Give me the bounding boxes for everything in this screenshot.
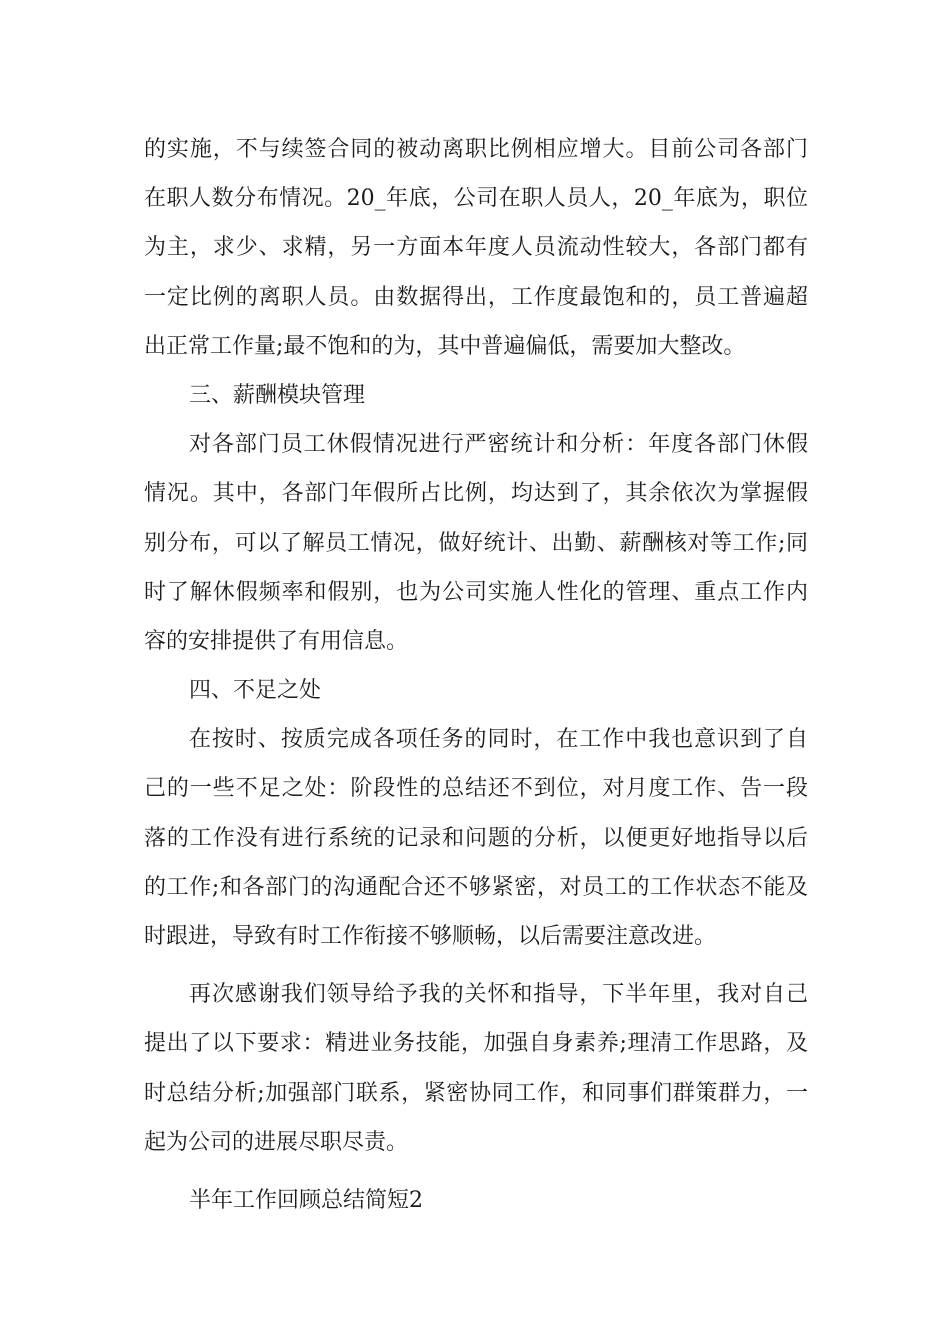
text-line: 别分布，可以了解员工情况，做好统计、出勤、薪酬核对等工作;同 [144,530,808,556]
document-body [144,125,808,1225]
text-line: 时跟进，导致有时工作衔接不够顺畅，以后需要注意改进。 [144,924,717,949]
text-line: 为主，求少、求精，另一方面本年度人员流动性较大，各部门都有 [144,235,808,261]
section-heading-salary: 三、薪酬模块管理 [189,382,366,408]
text-line: 落的工作没有进行系统的记录和问题的分析，以便更好地指导以后 [144,825,808,851]
text-line: 时了解休假频率和假别，也为公司实施人性化的管理、重点工作内 [144,579,808,605]
text-line: 对各部门员工休假情况进行严密统计和分析：年度各部门休假 [189,432,808,458]
text-line: 起为公司的进展尽职尽责。 [144,1129,409,1155]
text-line: 出正常工作量;最不饱和的为，其中普遍偏低，需要加大整改。 [144,333,746,359]
text-line: 的实施，不与续签合同的被动离职比例相应增大。目前公司各部门 [144,137,808,162]
text-line: 己的一些不足之处：阶段性的总结还不到位，对月度工作、告一段 [144,776,808,802]
text-line: 再次感谢我们领导给予我的关怀和指导，下半年里，我对自己 [189,982,808,1008]
text-line: 时总结分析;加强部门联系，紧密协同工作，和同事们群策群力，一 [144,1080,808,1106]
text-line: 在按时、按质完成各项任务的同时，在工作中我也意识到了自 [189,727,808,753]
text-line: 在职人数分布情况。20_年底，公司在职人员人，20_年底为，职位 [144,186,808,212]
text-line: 的工作;和各部门的沟通配合还不够紧密，对员工的工作状态不能及 [144,874,808,900]
text-line: 一定比例的离职人员。由数据得出，工作度最饱和的，员工普遍超 [144,284,808,310]
text-line: 情况。其中，各部门年假所占比例，均达到了，其余依次为掌握假 [144,481,808,507]
section-heading-next: 半年工作回顾总结简短2 [189,1187,423,1213]
section-heading-shortcomings: 四、不足之处 [189,678,322,704]
text-line: 容的安排提供了有用信息。 [144,628,409,654]
text-line: 提出了以下要求：精进业务技能，加强自身素养;理清工作思路，及 [144,1031,808,1057]
